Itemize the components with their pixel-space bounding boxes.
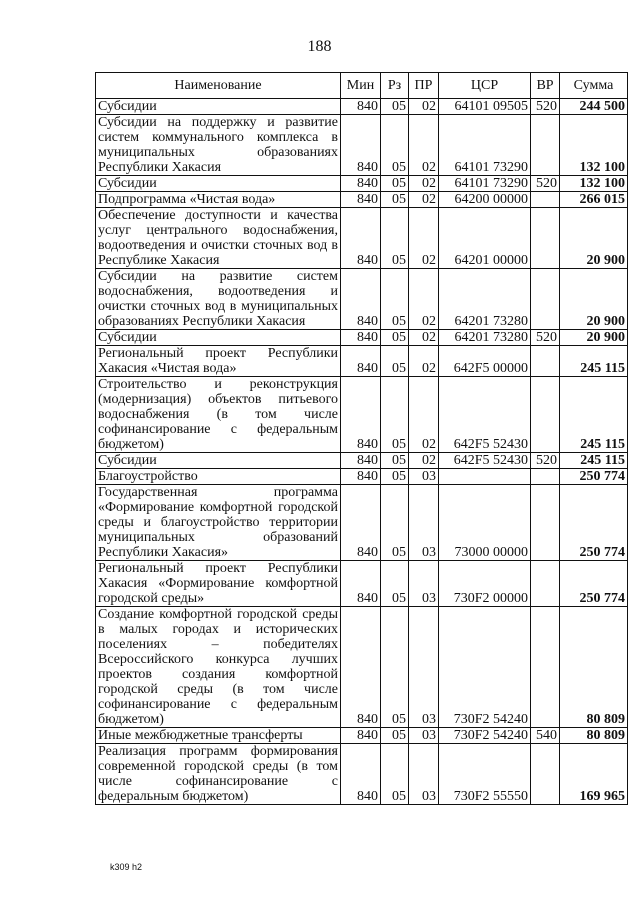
header-name: Наименование xyxy=(96,73,341,99)
cell-rz: 05 xyxy=(381,607,409,728)
cell-name: Субсидии xyxy=(96,330,341,346)
cell-pr: 03 xyxy=(409,469,439,485)
table-row xyxy=(96,607,628,728)
cell-sum: 245 115 xyxy=(560,377,628,453)
cell-min: 840 xyxy=(341,485,381,561)
cell-min: 840 xyxy=(341,728,381,744)
table-row xyxy=(96,115,628,176)
cell-vr: 520 xyxy=(531,453,560,469)
cell-csr: 642F5 52430 xyxy=(439,453,531,469)
table-row xyxy=(96,728,628,744)
cell-min: 840 xyxy=(341,469,381,485)
cell-pr: 03 xyxy=(409,744,439,805)
table-row xyxy=(96,744,628,805)
cell-min: 840 xyxy=(341,208,381,269)
cell-rz: 05 xyxy=(381,115,409,176)
cell-vr xyxy=(531,469,560,485)
cell-min: 840 xyxy=(341,99,381,115)
cell-csr: 64201 73280 xyxy=(439,330,531,346)
cell-vr: 520 xyxy=(531,99,560,115)
cell-rz: 05 xyxy=(381,192,409,208)
cell-csr: 73000 00000 xyxy=(439,485,531,561)
cell-rz: 05 xyxy=(381,469,409,485)
cell-pr: 03 xyxy=(409,607,439,728)
cell-rz: 05 xyxy=(381,728,409,744)
budget-table xyxy=(95,72,628,805)
table-row xyxy=(96,330,628,346)
cell-min: 840 xyxy=(341,115,381,176)
cell-sum: 245 115 xyxy=(560,453,628,469)
cell-csr: 642F5 00000 xyxy=(439,346,531,377)
cell-csr: 642F5 52430 xyxy=(439,377,531,453)
cell-vr xyxy=(531,269,560,330)
cell-pr: 02 xyxy=(409,115,439,176)
cell-vr xyxy=(531,208,560,269)
cell-pr: 02 xyxy=(409,99,439,115)
cell-min: 840 xyxy=(341,176,381,192)
cell-pr: 02 xyxy=(409,330,439,346)
cell-sum: 169 965 xyxy=(560,744,628,805)
cell-csr: 64101 73290 xyxy=(439,176,531,192)
cell-rz: 05 xyxy=(381,485,409,561)
cell-rz: 05 xyxy=(381,453,409,469)
table-row xyxy=(96,453,628,469)
cell-csr: 64101 73290 xyxy=(439,115,531,176)
cell-rz: 05 xyxy=(381,744,409,805)
table-row xyxy=(96,346,628,377)
cell-csr: 64101 09505 xyxy=(439,99,531,115)
cell-rz: 05 xyxy=(381,99,409,115)
header-rz: Рз xyxy=(381,73,409,99)
cell-rz: 05 xyxy=(381,176,409,192)
cell-vr xyxy=(531,346,560,377)
cell-vr xyxy=(531,561,560,607)
cell-rz: 05 xyxy=(381,346,409,377)
cell-sum: 266 015 xyxy=(560,192,628,208)
cell-min: 840 xyxy=(341,561,381,607)
cell-pr: 02 xyxy=(409,269,439,330)
cell-min: 840 xyxy=(341,607,381,728)
cell-sum: 244 500 xyxy=(560,99,628,115)
cell-sum: 20 900 xyxy=(560,269,628,330)
cell-vr xyxy=(531,485,560,561)
cell-sum: 132 100 xyxy=(560,176,628,192)
cell-min: 840 xyxy=(341,346,381,377)
cell-vr xyxy=(531,192,560,208)
cell-vr xyxy=(531,115,560,176)
table-row xyxy=(96,269,628,330)
cell-vr: 540 xyxy=(531,728,560,744)
table-header-row xyxy=(96,73,628,99)
cell-name: Субсидии xyxy=(96,453,341,469)
cell-min: 840 xyxy=(341,192,381,208)
cell-csr: 64200 00000 xyxy=(439,192,531,208)
cell-min: 840 xyxy=(341,453,381,469)
cell-pr: 03 xyxy=(409,561,439,607)
cell-sum: 20 900 xyxy=(560,330,628,346)
cell-vr: 520 xyxy=(531,330,560,346)
cell-rz: 05 xyxy=(381,208,409,269)
cell-csr: 730F2 00000 xyxy=(439,561,531,607)
cell-vr xyxy=(531,744,560,805)
cell-name: Создание комфортной городской среды в малых городах и исторических поселениях – победителях Всероссийского конкурса лучших проектов создания комфортной городской среды (в том числе софинансирование с федеральным бюджетом) xyxy=(96,607,341,728)
cell-csr: 64201 00000 xyxy=(439,208,531,269)
cell-name: Благоустройство xyxy=(96,469,341,485)
cell-vr xyxy=(531,377,560,453)
cell-sum: 20 900 xyxy=(560,208,628,269)
header-min: Мин xyxy=(341,73,381,99)
cell-csr xyxy=(439,469,531,485)
table-row xyxy=(96,469,628,485)
cell-pr: 02 xyxy=(409,192,439,208)
cell-min: 840 xyxy=(341,377,381,453)
cell-name: Государственная программа «Формирование комфортной городской среды и благоустройство территории муниципальных образований Республики Хакасия» xyxy=(96,485,341,561)
cell-sum: 132 100 xyxy=(560,115,628,176)
cell-pr: 02 xyxy=(409,453,439,469)
cell-min: 840 xyxy=(341,744,381,805)
cell-csr: 730F2 54240 xyxy=(439,607,531,728)
cell-name: Региональный проект Республики Хакасия «Формирование комфортной городской среды» xyxy=(96,561,341,607)
cell-pr: 02 xyxy=(409,346,439,377)
cell-sum: 245 115 xyxy=(560,346,628,377)
cell-rz: 05 xyxy=(381,377,409,453)
header-vr: ВР xyxy=(531,73,560,99)
table-row xyxy=(96,192,628,208)
cell-sum: 80 809 xyxy=(560,607,628,728)
cell-rz: 05 xyxy=(381,561,409,607)
table-row xyxy=(96,561,628,607)
header-sum: Сумма xyxy=(560,73,628,99)
cell-pr: 03 xyxy=(409,728,439,744)
cell-name: Субсидии на развитие систем водоснабжения, водоотведения и очистки сточных вод в муниципальных образованиях Республики Хакасия xyxy=(96,269,341,330)
cell-name: Субсидии xyxy=(96,99,341,115)
cell-name: Реализация программ формирования современной городской среды (в том числе софинансирование с федеральным бюджетом) xyxy=(96,744,341,805)
cell-sum: 250 774 xyxy=(560,561,628,607)
cell-sum: 250 774 xyxy=(560,485,628,561)
cell-pr: 03 xyxy=(409,485,439,561)
cell-rz: 05 xyxy=(381,269,409,330)
table-body xyxy=(96,99,628,805)
table-row xyxy=(96,485,628,561)
footer-code: k309 h2 xyxy=(110,862,143,872)
header-pr: ПР xyxy=(409,73,439,99)
cell-name: Региональный проект Республики Хакасия «Чистая вода» xyxy=(96,346,341,377)
cell-name: Строительство и реконструкция (модернизация) объектов питьевого водоснабжения (в том числе софинансирование с федеральным бюджетом) xyxy=(96,377,341,453)
cell-pr: 02 xyxy=(409,377,439,453)
cell-min: 840 xyxy=(341,330,381,346)
table-row xyxy=(96,208,628,269)
cell-vr xyxy=(531,607,560,728)
cell-pr: 02 xyxy=(409,176,439,192)
cell-pr: 02 xyxy=(409,208,439,269)
cell-name: Обеспечение доступности и качества услуг центрального водоснабжения, водоотведения и очистки сточных вод в Республике Хакасия xyxy=(96,208,341,269)
header-csr: ЦСР xyxy=(439,73,531,99)
table-row xyxy=(96,99,628,115)
cell-csr: 730F2 55550 xyxy=(439,744,531,805)
cell-csr: 730F2 54240 xyxy=(439,728,531,744)
cell-name: Иные межбюджетные трансферты xyxy=(96,728,341,744)
cell-vr: 520 xyxy=(531,176,560,192)
cell-name: Субсидии xyxy=(96,176,341,192)
cell-rz: 05 xyxy=(381,330,409,346)
cell-sum: 250 774 xyxy=(560,469,628,485)
table-row xyxy=(96,377,628,453)
cell-csr: 64201 73280 xyxy=(439,269,531,330)
cell-sum: 80 809 xyxy=(560,728,628,744)
table-row xyxy=(96,176,628,192)
page-number: 188 xyxy=(307,38,332,55)
cell-name: Субсидии на поддержку и развитие систем коммунального комплекса в муниципальных образованиях Республики Хакасия xyxy=(96,115,341,176)
cell-min: 840 xyxy=(341,269,381,330)
cell-name: Подпрограмма «Чистая вода» xyxy=(96,192,341,208)
